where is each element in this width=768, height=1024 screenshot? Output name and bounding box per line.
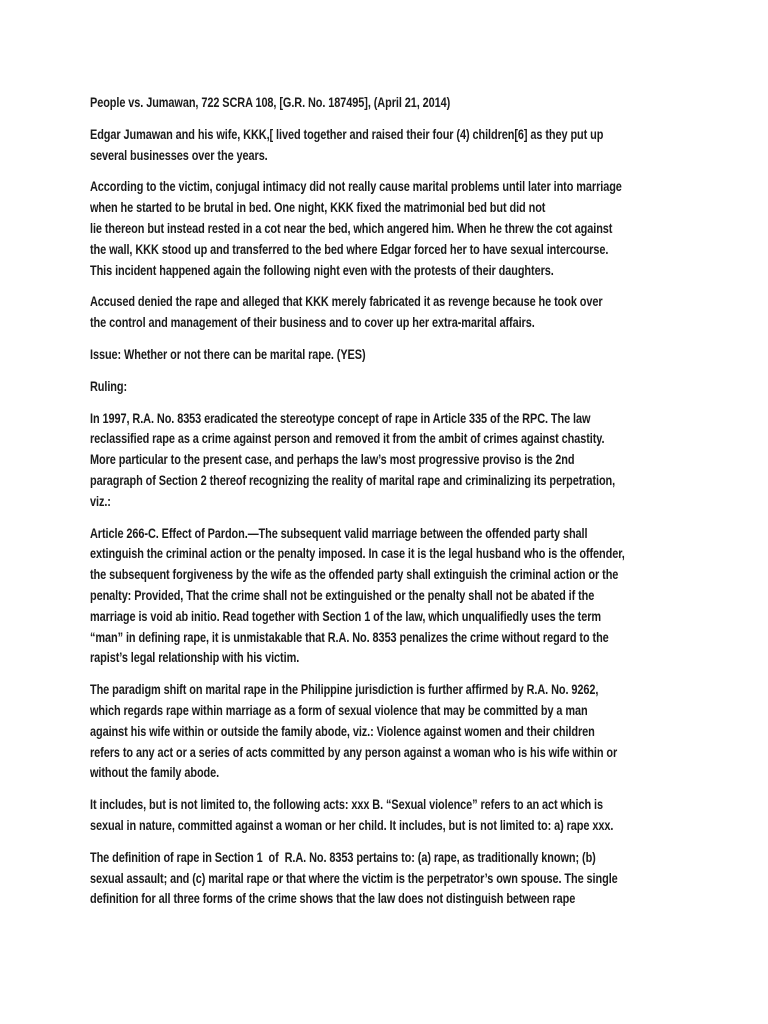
text-line: “man” in defining rape, it is unmistakable that R.A. No. 8353 penalizes the crime without regard to the [90, 628, 609, 645]
ruling-ra9262 [90, 679, 706, 783]
text-line: People vs. Jumawan, 722 SCRA 108, [G.R. No. 187495], (April 21, 2014) [90, 94, 451, 110]
text-line: reclassified rape as a crime against person and removed it from the ambit of crimes against chastity. [90, 430, 605, 447]
ruling-sexual-violence [90, 794, 706, 836]
text-line: refers to any act or a series of acts committed by any person against a woman who is his wife within or [90, 743, 618, 760]
text-line: the subsequent forgiveness by the wife as the offended party shall extinguish the criminal action or the [90, 566, 619, 583]
text-line: More particular to the present case, and perhaps the law’s most progressive proviso is the 2nd [90, 451, 575, 468]
text-line: paragraph of Section 2 thereof recognizing the reality of marital rape and criminalizing its perpetration, [90, 471, 616, 488]
text-line: Issue: Whether or not there can be marital rape. (YES) [90, 345, 366, 362]
text-line: Accused denied the rape and alleged that KKK merely fabricated it as revenge because he took over [90, 293, 603, 310]
issue [90, 344, 706, 365]
text-line: sexual in nature, committed against a woman or her child. It includes, but is not limited to: a) rape xxx. [90, 816, 614, 833]
text-line: Ruling: [90, 377, 128, 394]
text-line: rapist’s legal relationship with his victim. [90, 649, 300, 666]
text-line: This incident happened again the following night even with the protests of their daughters. [90, 261, 554, 278]
text-line: lie thereon but instead rested in a cot near the bed, which angered him. When he threw the cot against [90, 219, 613, 236]
text-line: In 1997, R.A. No. 8353 eradicated the stereotype concept of rape in Article 335 of the RPC. The law [90, 409, 591, 426]
text-line: without the family abode. [90, 764, 220, 781]
text-line: The paradigm shift on marital rape in the Philippine jurisdiction is further affirmed by R.A. No. 9262, [90, 681, 599, 698]
text-line: several businesses over the years. [90, 146, 268, 163]
ruling-ra8353 [90, 408, 706, 512]
ruling-article-266c [90, 523, 706, 669]
text-line: the wall, KKK stood up and transferred to the bed where Edgar forced her to have sexual intercourse. [90, 240, 609, 257]
document-text [90, 92, 706, 920]
case-citation [90, 92, 706, 113]
text-line: the control and management of their business and to cover up her extra-marital affairs. [90, 314, 535, 331]
ruling-definition-of-rape [90, 847, 706, 909]
text-line: marriage is void ab initio. Read together with Section 1 of the law, which unqualifiedly uses the term [90, 607, 602, 624]
text-line: The definition of rape in Section 1 of R.A. No. 8353 pertains to: (a) rape, as traditionally known; (b) [90, 848, 596, 865]
text-line: definition for all three forms of the crime shows that the law does not distinguish between rape [90, 890, 576, 907]
facts-accused-denial [90, 291, 706, 333]
facts-victim-account [90, 176, 706, 280]
text-line: viz.: [90, 492, 111, 509]
text-line: when he started to be brutal in bed. One night, KKK fixed the matrimonial bed but did not [90, 199, 546, 216]
text-line: extinguish the criminal action or the penalty imposed. In case it is the legal husband who is the offender, [90, 545, 625, 562]
text-line: It includes, but is not limited to, the following acts: xxx B. “Sexual violence” refers to an act which is [90, 796, 603, 813]
text-line: against his wife within or outside the family abode, viz.: Violence against women and their children [90, 722, 595, 739]
text-line: Edgar Jumawan and his wife, KKK,[ lived together and raised their four (4) children[6] as they put up [90, 125, 604, 142]
text-line: Article 266-C. Effect of Pardon.—The subsequent valid marriage between the offended party shall [90, 524, 588, 541]
text-line: sexual assault; and (c) marital rape or that where the victim is the perpetrator’s own spouse. The single [90, 869, 618, 886]
text-line: which regards rape within marriage as a form of sexual violence that may be committed by a man [90, 701, 588, 718]
ruling-heading [90, 376, 706, 397]
text-line: penalty: Provided, That the crime shall not be extinguished or the penalty shall not be abated if the [90, 586, 595, 603]
facts-family [90, 124, 706, 166]
text-line: According to the victim, conjugal intimacy did not really cause marital problems until later into marriage [90, 178, 622, 195]
